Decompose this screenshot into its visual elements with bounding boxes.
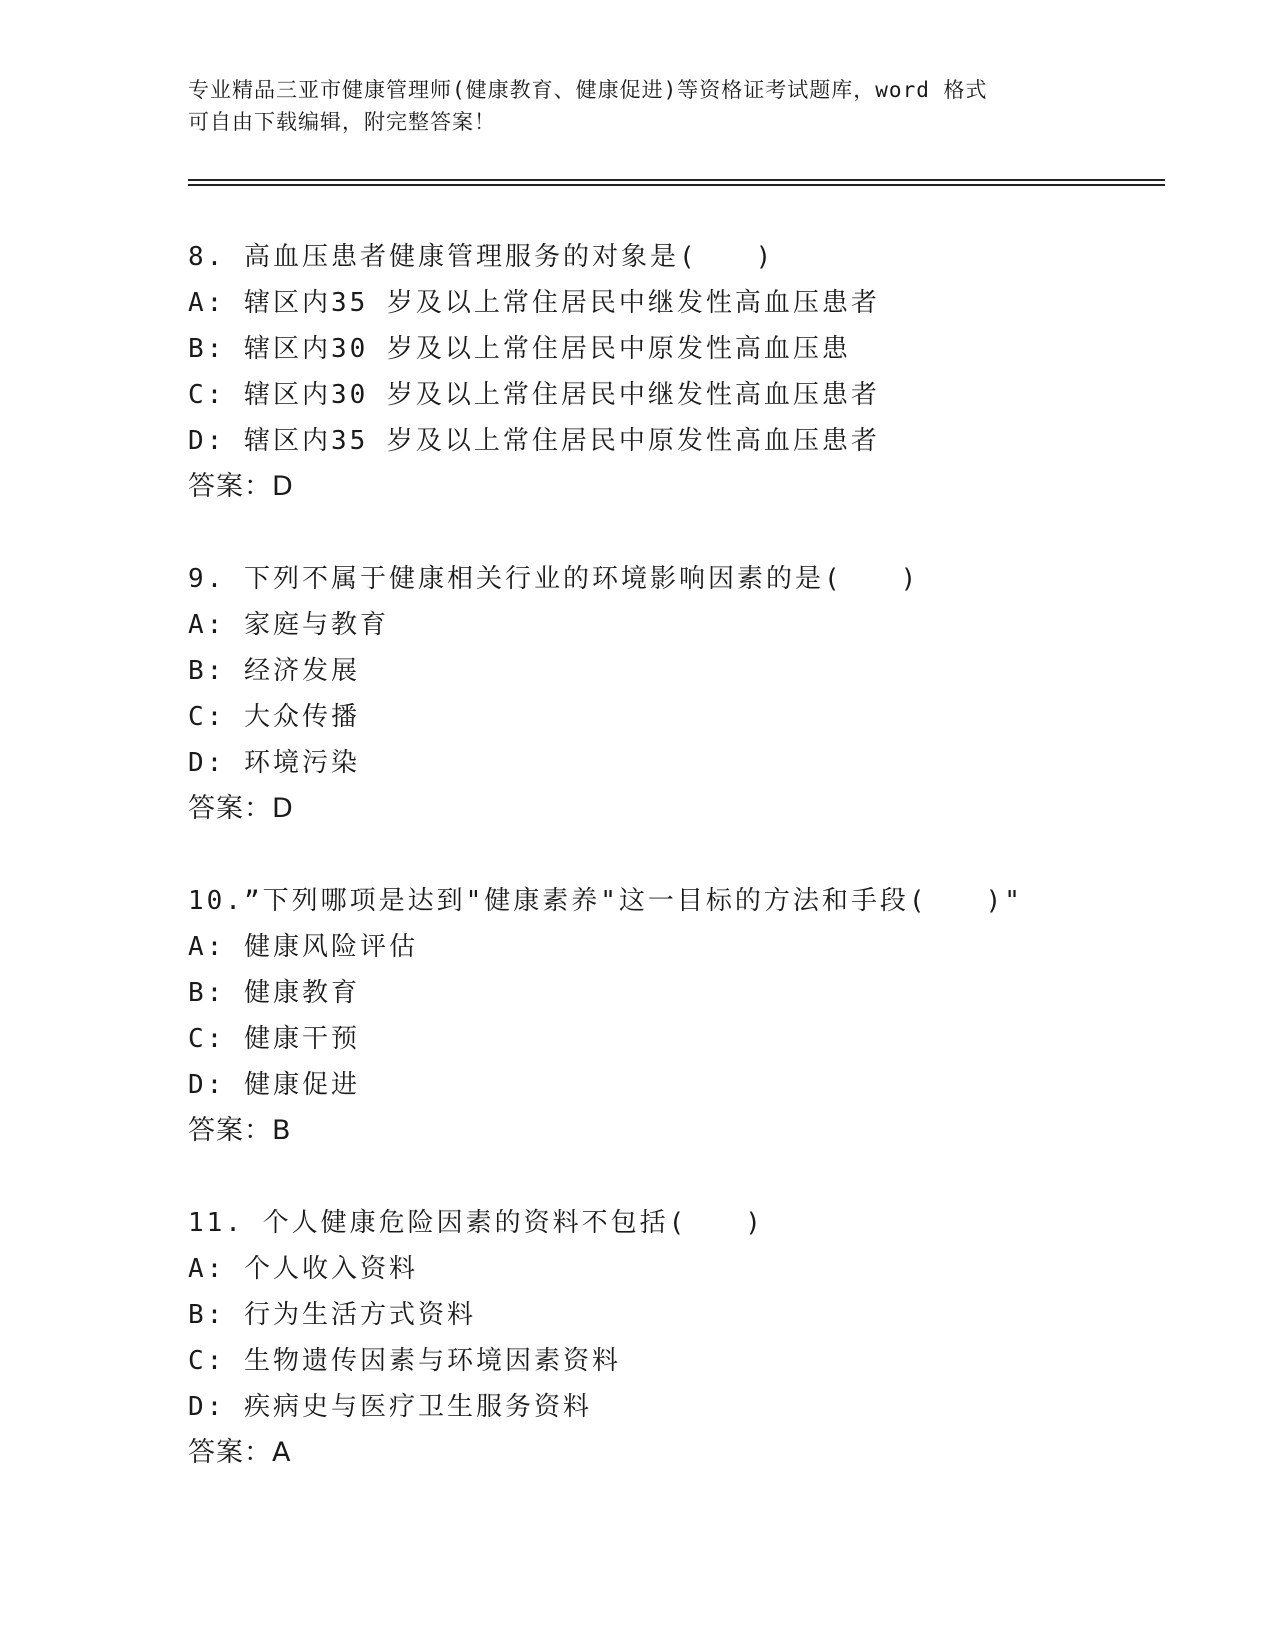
question-stem: 11. 个人健康危险因素的资料不包括( ) xyxy=(188,1208,764,1238)
header-divider-bottom xyxy=(188,184,1165,186)
question-stem: 8. 高血压患者健康管理服务的对象是( ) xyxy=(188,242,775,272)
option-b: B: 行为生活方式资料 xyxy=(188,1300,476,1330)
option-a: A: 健康风险评估 xyxy=(188,932,418,962)
answer: 答案：D xyxy=(188,471,294,502)
option-d: D: 辖区内35 岁及以上常住居民中原发性高血压患者 xyxy=(188,426,880,456)
question-8 xyxy=(188,234,1168,510)
question-stem: 9. 下列不属于健康相关行业的环境影响因素的是( ) xyxy=(188,564,920,594)
option-d: D: 疾病史与医疗卫生服务资料 xyxy=(188,1392,592,1422)
option-c: C: 大众传播 xyxy=(188,702,360,732)
option-c: C: 生物遗传因素与环境因素资料 xyxy=(188,1346,621,1376)
header-divider-top xyxy=(188,179,1165,181)
option-a: A: 辖区内35 岁及以上常住居民中继发性高血压患者 xyxy=(188,288,880,318)
answer: 答案：B xyxy=(188,1115,292,1146)
header-line-1: 专业精品三亚市健康管理师(健康教育、健康促进)等资格证考试题库，word 格式 xyxy=(188,78,988,102)
option-c: C: 健康干预 xyxy=(188,1024,360,1054)
option-c: C: 辖区内30 岁及以上常住居民中继发性高血压患者 xyxy=(188,380,880,410)
question-9 xyxy=(188,556,1168,832)
document-header xyxy=(188,74,1088,138)
question-stem: 10.”下列哪项是达到"健康素养"这一目标的方法和手段( )" xyxy=(188,886,1023,916)
answer: 答案：A xyxy=(188,1437,292,1468)
option-a: A: 个人收入资料 xyxy=(188,1254,418,1284)
question-10 xyxy=(188,878,1168,1154)
option-d: D: 健康促进 xyxy=(188,1070,360,1100)
option-d: D: 环境污染 xyxy=(188,748,360,778)
answer: 答案：D xyxy=(188,793,294,824)
question-11 xyxy=(188,1200,1168,1476)
option-b: B: 健康教育 xyxy=(188,978,360,1008)
option-b: B: 辖区内30 岁及以上常住居民中原发性高血压患 xyxy=(188,334,851,364)
option-a: A: 家庭与教育 xyxy=(188,610,389,640)
header-line-2: 可自由下载编辑，附完整答案！ xyxy=(188,110,496,134)
option-b: B: 经济发展 xyxy=(188,656,360,686)
